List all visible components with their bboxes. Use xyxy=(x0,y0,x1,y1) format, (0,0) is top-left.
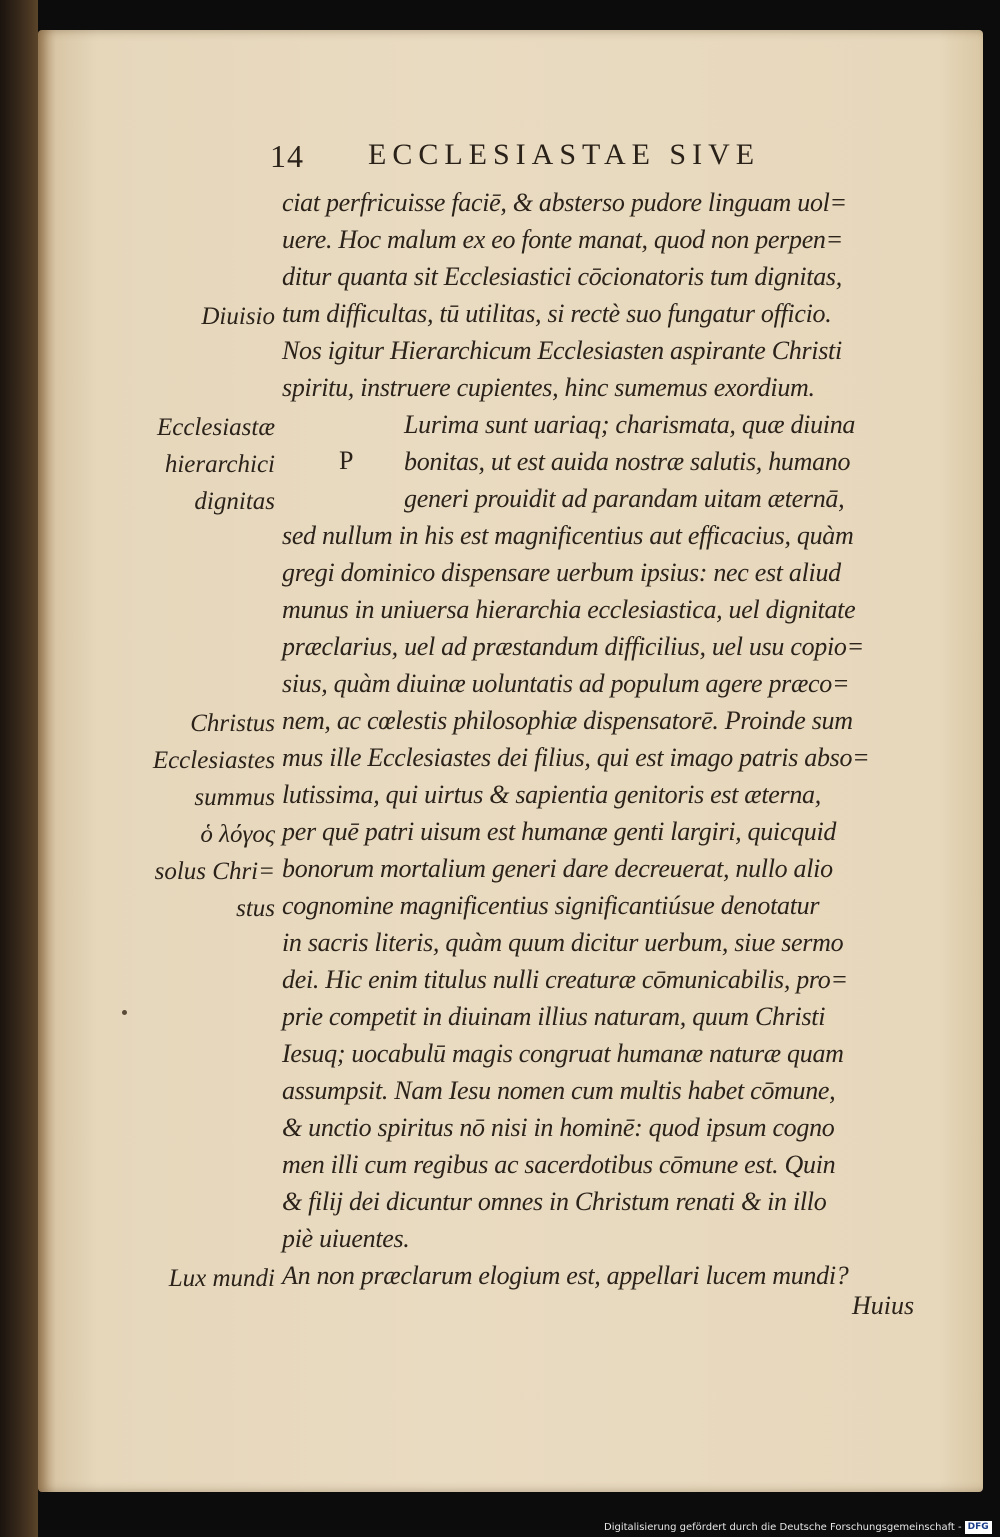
text-line: bonitas, ut est auida nostræ salutis, humano xyxy=(404,447,851,476)
page-number: 14 xyxy=(270,138,304,174)
margin-note: Diuisio xyxy=(201,303,275,330)
text-line: præclarius, uel ad præstandum difficilius, uel usu copio= xyxy=(282,632,864,661)
margin-note: ὁ λόγος xyxy=(200,821,275,848)
text-line: dei. Hic enim titulus nulli creaturæ cōmunicabilis, pro= xyxy=(282,965,848,994)
text-line: generi prouidit ad parandam uitam æternā, xyxy=(404,484,845,513)
text-line: Lurima sunt uariaq; charismata, quæ diuina xyxy=(404,410,856,439)
margin-note: solus Chri= xyxy=(154,858,275,885)
text-line: Nos igitur Hierarchicum Ecclesiasten aspirante Christi xyxy=(282,336,842,365)
text-line: Iesuq; uocabulū magis congruat humanæ naturæ quam xyxy=(282,1039,844,1068)
text-line: bonorum mortalium generi dare decreuerat, nullo alio xyxy=(282,854,833,883)
book-spine-shadow xyxy=(0,0,38,1537)
catchword: Huius xyxy=(852,1291,915,1320)
margin-note: Lux mundi xyxy=(168,1265,275,1292)
margin-note: Christus xyxy=(190,710,275,737)
text-line: uere. Hoc malum ex eo fonte manat, quod non perpen= xyxy=(282,225,843,254)
text-line: cognomine magnificentius significantiúsue denotatur xyxy=(282,891,820,920)
footer-credit: Digitalisierung gefördert durch die Deutsche Forschungsgemeinschaft - xyxy=(604,1522,962,1533)
initial-letter: P xyxy=(339,446,354,475)
text-line: assumpsit. Nam Iesu nomen cum multis habet cōmune, xyxy=(282,1076,836,1105)
text-line: gregi dominico dispensare uerbum ipsius: nec est aliud xyxy=(282,558,841,587)
text-line: ditur quanta sit Ecclesiastici cōcionatoris tum dignitas, xyxy=(282,262,842,291)
dfg-logo: DFG xyxy=(965,1521,992,1534)
text-line: mus ille Ecclesiastes dei filius, qui est imago patris abso= xyxy=(282,743,870,772)
text-line: men illi cum regibus ac sacerdotibus cōmune est. Quin xyxy=(282,1150,836,1179)
text-line: sed nullum in his est magnificentius aut efficacius, quàm xyxy=(282,521,854,550)
text-line: piè uiuentes. xyxy=(282,1224,410,1253)
margin-note: dignitas xyxy=(194,488,275,515)
text-line: prie competit in diuinam illius naturam, quum Christi xyxy=(282,1002,826,1031)
running-title: ECCLESIASTAE SIVE xyxy=(368,138,761,171)
text-line: An non præclarum elogium est, appellari lucem mundi? xyxy=(282,1261,849,1290)
text-line: nem, ac cœlestis philosophiæ dispensatorē. Proinde sum xyxy=(282,706,853,735)
ink-speck xyxy=(122,1010,127,1015)
text-line: in sacris literis, quàm quum dicitur uerbum, siue sermo xyxy=(282,928,844,957)
digitization-footer xyxy=(604,1519,1000,1537)
margin-note: stus xyxy=(236,895,275,922)
text-line: lutissima, qui uirtus & sapientia genitoris est æterna, xyxy=(282,780,821,809)
margin-note: Ecclesiastes xyxy=(152,747,275,774)
text-line: & filij dei dicuntur omnes in Christum renati & in illo xyxy=(282,1187,827,1216)
text-line: & unctio spiritus nō nisi in hominē: quod ipsum cogno xyxy=(282,1113,835,1142)
running-head xyxy=(270,138,840,182)
text-line: sius, quàm diuinæ uoluntatis ad populum agere præco= xyxy=(282,669,850,698)
margin-note: Ecclesiastæ xyxy=(156,414,275,441)
text-line: spiritu, instruere cupientes, hinc sumemus exordium. xyxy=(282,373,815,402)
margin-note: hierarchici xyxy=(164,451,275,478)
margin-note: summus xyxy=(194,784,275,811)
text-line: per quē patri uisum est humanæ genti largiri, quicquid xyxy=(282,817,837,846)
text-line: tum difficultas, tū utilitas, si rectè suo fungatur officio. xyxy=(282,299,832,328)
text-line: munus in uniuersa hierarchia ecclesiastica, uel dignitate xyxy=(282,595,856,624)
text-line: ciat perfricuisse faciē, & absterso pudore linguam uol= xyxy=(282,188,847,217)
